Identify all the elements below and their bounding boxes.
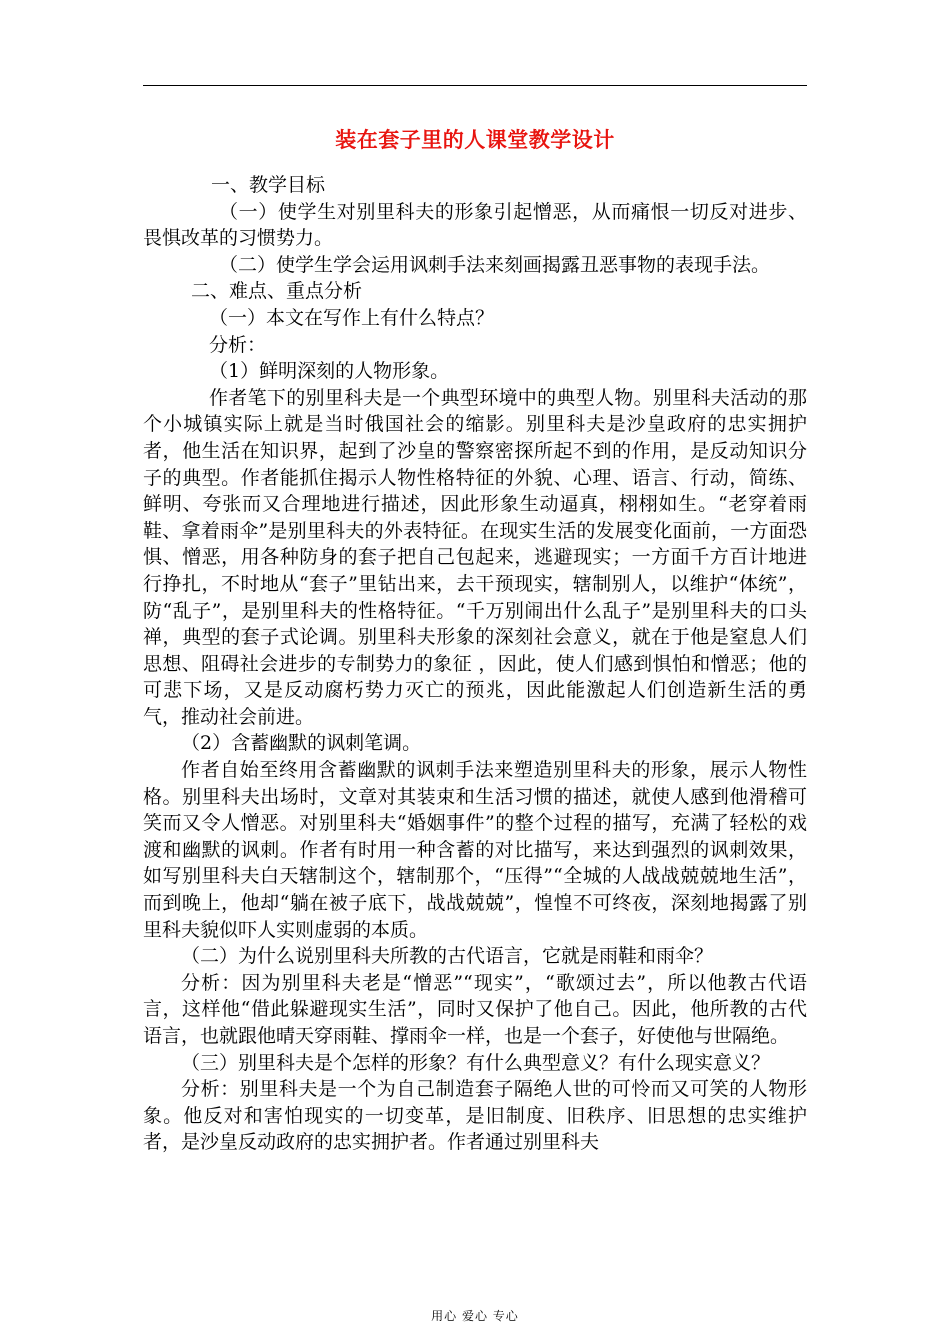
point-2-heading: （2）含蓄幽默的讽刺笔调。 (181, 732, 422, 755)
answer-2: 分析：因为别里科夫老是“憎恶”“现实”，“歌颂过去”，所以他教古代语言，这样他“借此躲避现实生活”，同时又保护了他自己。因此，他所教的古代语言，也就跟他晴天穿雨鞋、撑雨伞一样，也是一个套子，好使他与世隔绝。 (143, 971, 807, 1047)
section-heading-objectives: 一、教学目标 (211, 174, 326, 196)
document-body (143, 172, 807, 1156)
page-footer: 用心 爱心 专心 (431, 1309, 519, 1323)
document-title: 装在套子里的人课堂教学设计 (335, 127, 615, 152)
header-rule (143, 85, 807, 86)
section-heading-analysis: 二、难点、重点分析 (191, 280, 363, 303)
objective-2: （二）使学生学会运用讽刺手法来刻画揭露丑恶事物的表现手法。 (219, 253, 771, 276)
point-1-paragraph: 作者笔下的别里科夫是一个典型环境中的典型人物。别里科夫活动的那个小城镇实际上就是当时俄国社会的缩影。别里科夫是沙皇政府的忠实拥护者，他生活在知识界，起到了沙皇的警察密探所起不到的作用，是反动知识分子的典型。作者能抓住揭示人物性格特征的外貌、心理、语言、行动，简练、鲜明、夸张而又合理地进行描述，因此形象生动逼真，栩栩如生。“老穿着雨鞋、拿着雨伞”是别里科夫的外表特征。在现实生活的发展变化面前，一方面恐惧、憎恶，用各种防身的套子把自己包起来，逃避现实；一方面千方百计地进行挣扎，不时地从“套子”里钻出来，去干预现实，辖制别人，以维护“体统”，防“乱子”，是别里科夫的性格特征。“千万别闹出什么乱子”是别里科夫的口头禅，典型的套子式论调。别里科夫形象的深刻社会意义，就在于他是窒息人们思想、阻碍社会进步的专制势力的象征 ，因此，使人们感到惧怕和憎恶；他的可悲下场，又是反动腐朽势力灭亡的预兆，因此能激起人们创造新生活的勇气，推动社会前进。 (143, 386, 807, 728)
point-1-heading: （1）鲜明深刻的人物形象。 (209, 360, 450, 383)
question-2: （二）为什么说别里科夫所教的古代语言，它就是雨鞋和雨伞？ (181, 945, 714, 968)
analysis-label: 分析： (209, 333, 267, 356)
point-2-paragraph: 作者自始至终用含蓄幽默的讽刺手法来塑造别里科夫的形象，展示人物性格。别里科夫出场时，文章对其装束和生活习惯的描述，就使人感到他滑稽可笑而又令人憎恶。对别里科夫“婚姻事件”的整个过程的描写，充满了轻松的戏渡和幽默的讽刺。作者有时用一种含蓄的对比描写，来达到强烈的讽刺效果，如写别里科夫白天辖制这个，辖制那个，“压得”“全城的人战战兢兢地生活”，而到晚上，他却“躺在被子底下，战战兢兢”，惶惶不可终夜，深刻地揭露了别里科夫貌似吓人实则虚弱的本质。 (143, 759, 807, 941)
question-1: （一）本文在写作上有什么特点？ (209, 306, 495, 329)
answer-3: 分析：别里科夫是一个为自己制造套子隔绝人世的可怜而又可笑的人物形象。他反对和害怕现实的一切变革，是旧制度、旧秩序、旧思想的忠实维护者，是沙皇反动政府的忠实拥护者。作者通过别里科夫 (143, 1078, 807, 1154)
objective-1: （一）使学生对别里科夫的形象引起憎恶，从而痛恨一切反对进步、畏惧改革的习惯势力。 (143, 200, 807, 250)
question-3: （三）别里科夫是个怎样的形象？有什么典型意义？有什么现实意义？ (181, 1051, 771, 1074)
